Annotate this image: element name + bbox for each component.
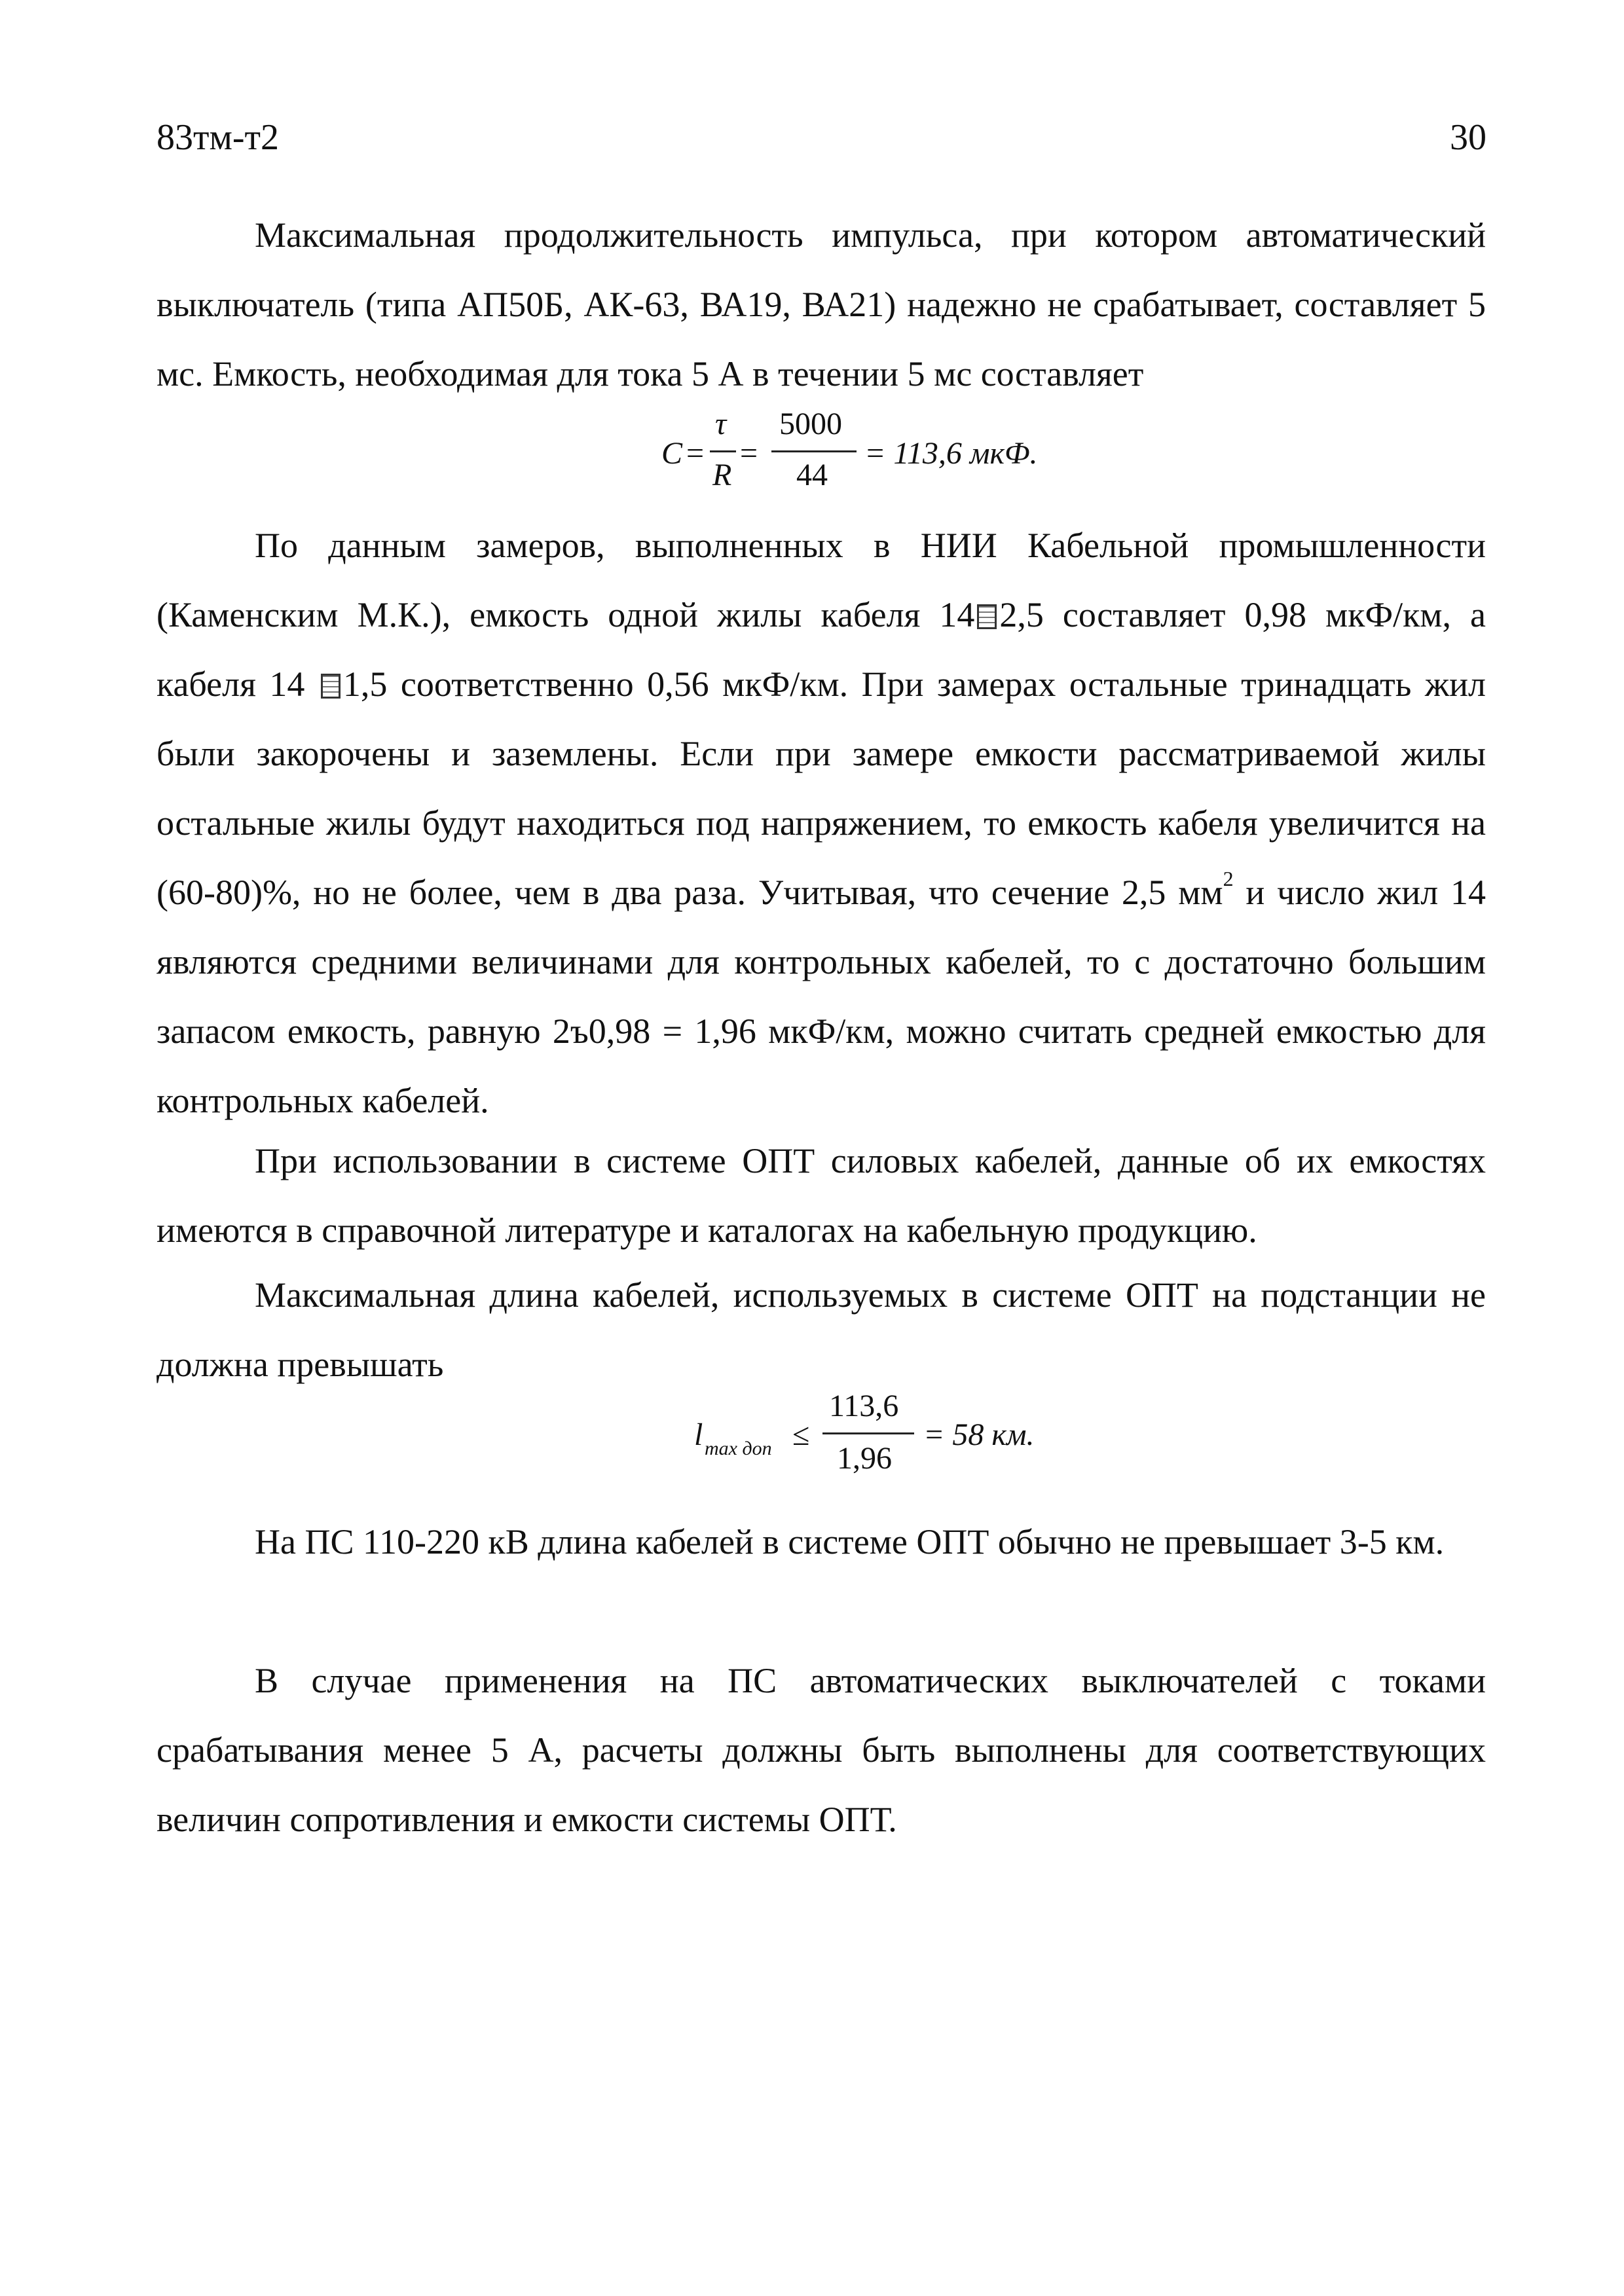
paragraph-4: Максимальная длина кабелей, используемых в системе ОПТ на подстанции не должна превышать (157, 1275, 1486, 1384)
document-code: 83тм-т2 (157, 117, 280, 158)
paragraph-2-part-a: По данным замеров, выполненных в НИИ Кабельной промышленности (Каменским М.К.), емкость одной жилы кабеля 14 (157, 526, 1486, 634)
formula2-le: ≤ (792, 1417, 810, 1452)
formula1-fraction-bar-2 (771, 450, 857, 452)
formula-capacitance (661, 406, 1067, 504)
formula2-fraction-bar (822, 1432, 914, 1434)
unknown-glyph-icon (977, 604, 997, 629)
formula1-denominator: 44 (796, 458, 828, 492)
unknown-glyph-icon (321, 674, 341, 699)
formula1-eq2: = (740, 436, 758, 471)
superscript-2: 2 (1223, 867, 1234, 890)
paragraph-2-part-c: 1,5 соответственно 0,56 мкФ/км. При замерах остальные тринадцать жил были закорочены и заземлены. Если при замере емкости рассматриваемой жилы остальные жилы будут находиться под напряжением, то емкость кабеля увеличится на (60-80)%, но не более, чем в два раза. Учитывая, что сечение 2,5 мм (157, 665, 1486, 912)
formula2-l: l (694, 1417, 703, 1452)
formula-max-length (694, 1388, 1061, 1493)
paragraph-5: На ПС 110-220 кВ длина кабелей в системе ОПТ обычно не превышает 3-5 км. (255, 1522, 1445, 1561)
formula1-tau: τ (715, 407, 727, 441)
paragraph-2-part-d: и число жил 14 являются средними величинами для контрольных кабелей, то с достаточно большим запасом емкость, равную 2ъ0,98 = 1,96 мкФ/км, можно считать средней емкостью для контрольных кабелей. (157, 873, 1486, 1120)
paragraph-2-part-b: 2,5 составляет 0,98 мкФ/км, а кабеля 14 (157, 595, 1486, 704)
page-number: 30 (1450, 117, 1486, 158)
formula1-lhs: C (661, 436, 683, 471)
formula1-result: = 113,6 мкФ. (864, 436, 1038, 471)
paragraph-6: В случае применения на ПС автоматических выключателей с токами срабатывания менее 5 А, расчеты должны быть выполнены для соответствующих величин сопротивления и емкости системы ОПТ. (157, 1661, 1486, 1839)
formula2-subscript: max доп (705, 1438, 772, 1459)
formula2-numerator: 113,6 (829, 1389, 899, 1423)
formula1-numerator: 5000 (779, 407, 842, 441)
paragraph-3: При использовании в системе ОПТ силовых кабелей, данные об их емкостях имеются в справочной литературе и каталогах на кабельную продукцию. (157, 1141, 1486, 1250)
formula2-denominator: 1,96 (837, 1441, 892, 1476)
paragraph-2 (157, 511, 1486, 1135)
formula1-fraction-bar-1 (710, 450, 736, 452)
formula1-R: R (712, 458, 732, 492)
formula2-result: = 58 км. (923, 1417, 1035, 1452)
formula1-eq1: = (686, 436, 705, 471)
paragraph-1: Максимальная продолжительность импульса, при котором автоматический выключатель (типа АП50Б, АК-63, ВА19, ВА21) надежно не срабатывает, составляет 5 мс. Емкость, необходимая для тока 5 А в течении 5 мс составляет (157, 215, 1486, 393)
